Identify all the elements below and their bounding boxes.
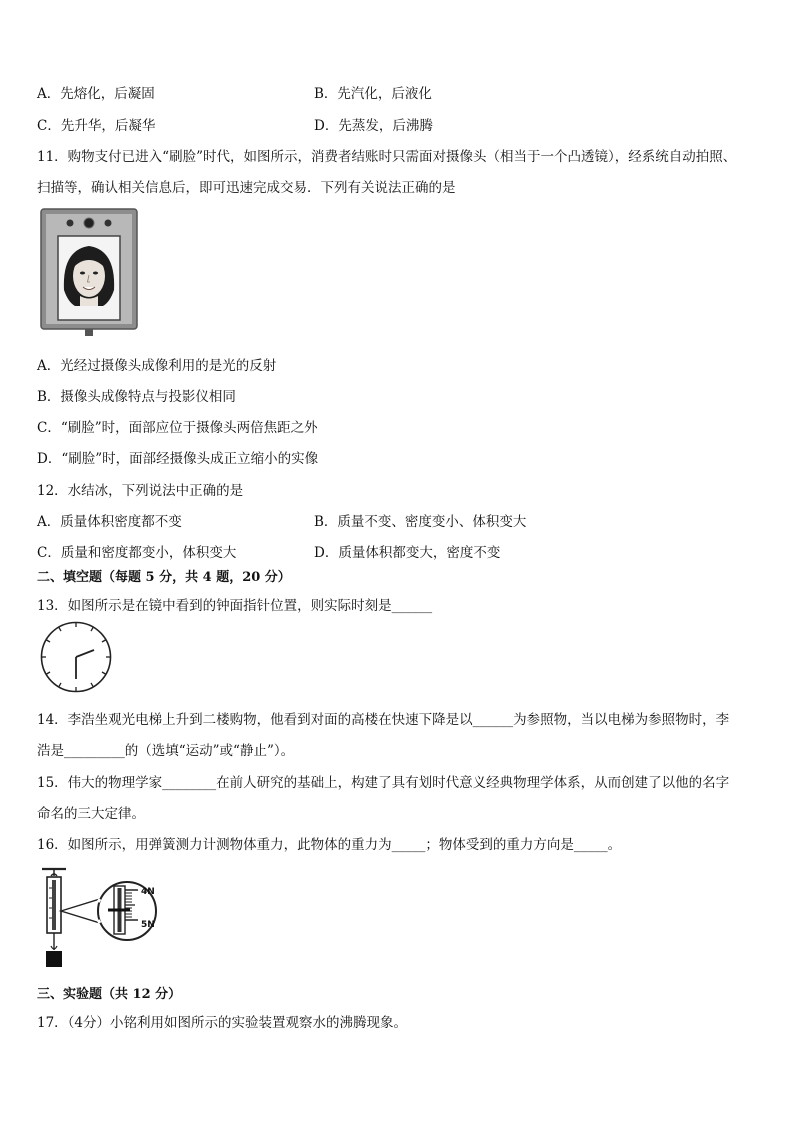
- spring-scale: [42, 869, 66, 950]
- q14-line2: 浩是_________的（选填“运动”或“静止”）。: [37, 743, 295, 759]
- q11-option-d: D．“刷脸”时，面部经摄像头成正立缩小的实像: [37, 451, 319, 467]
- q15-line1: 15．伟大的物理学家________在前人研究的基础上，构建了具有划时代意义经典物理学体系，从而创建了以他的名字: [37, 775, 730, 791]
- section-fill-in-title: 二、填空题（每题 5 分，共 4 题，20 分）: [37, 570, 291, 585]
- section-experiment-title: 三、实验题（共 12 分）: [37, 987, 182, 1002]
- q13-stem: 13．如图所示是在镜中看到的钟面指针位置，则实际时刻是______: [37, 598, 433, 614]
- sensor-dot-icon: [67, 220, 74, 227]
- weight-block: [46, 951, 62, 967]
- sensor-dot-icon: [105, 220, 112, 227]
- q12-stem: 12．水结冰，下列说法中正确的是: [37, 483, 244, 499]
- q12-option-c: C．质量和密度都变小，体积变大: [37, 545, 237, 561]
- scale-label-4n: 4N: [141, 887, 155, 897]
- scale-label-5n: 5N: [141, 920, 155, 930]
- q11-stem-line2: 扫描等，确认相关信息后，即可迅速完成交易．下列有关说法正确的是: [37, 180, 456, 196]
- q11-stem-line1: 11．购物支付已进入“刷脸”时代，如图所示，消费者结账时只需面对摄像头（相当于一个凸透镜），经系统自动拍照、: [37, 149, 737, 165]
- face-recognition-device-figure: [40, 208, 140, 336]
- camera-lens-icon: [84, 218, 94, 228]
- q12-option-b: B．质量不变、密度变小、体积变大: [314, 514, 527, 530]
- q11-option-c: C．“刷脸”时，面部应位于摄像头两倍焦距之外: [37, 420, 318, 436]
- q14-line1: 14．李浩坐观光电梯上升到二楼购物，他看到对面的高楼在快速下降是以______为参照物，当以电梯为参照物时，李: [37, 712, 730, 728]
- q12-option-a: A．质量体积密度都不变: [37, 514, 182, 530]
- q10-option-a: A．先熔化，后凝固: [37, 86, 155, 102]
- q10-option-b: B．先汽化，后液化: [314, 86, 432, 102]
- mirror-clock-figure: [39, 620, 113, 694]
- q10-option-c: C．先升华，后凝华: [37, 118, 156, 134]
- q11-option-a: A．光经过摄像头成像利用的是光的反射: [37, 358, 277, 374]
- q12-option-d: D．质量体积都变大，密度不变: [314, 545, 501, 561]
- q11-option-b: B．摄像头成像特点与投影仪相同: [37, 389, 236, 405]
- spring-scale-figure: [38, 866, 168, 970]
- q10-option-d: D．先蒸发，后沸腾: [314, 118, 433, 134]
- q15-line2: 命名的三大定律。: [37, 806, 145, 822]
- q17-stem: 17．（4分）小铭利用如图所示的实验装置观察水的沸腾现象。: [37, 1015, 408, 1031]
- device-stand: [85, 329, 93, 336]
- callout-pointer: [61, 899, 100, 923]
- q16-stem: 16．如图所示，用弹簧测力计测物体重力，此物体的重力为_____；物体受到的重力方向是_____。: [37, 837, 622, 853]
